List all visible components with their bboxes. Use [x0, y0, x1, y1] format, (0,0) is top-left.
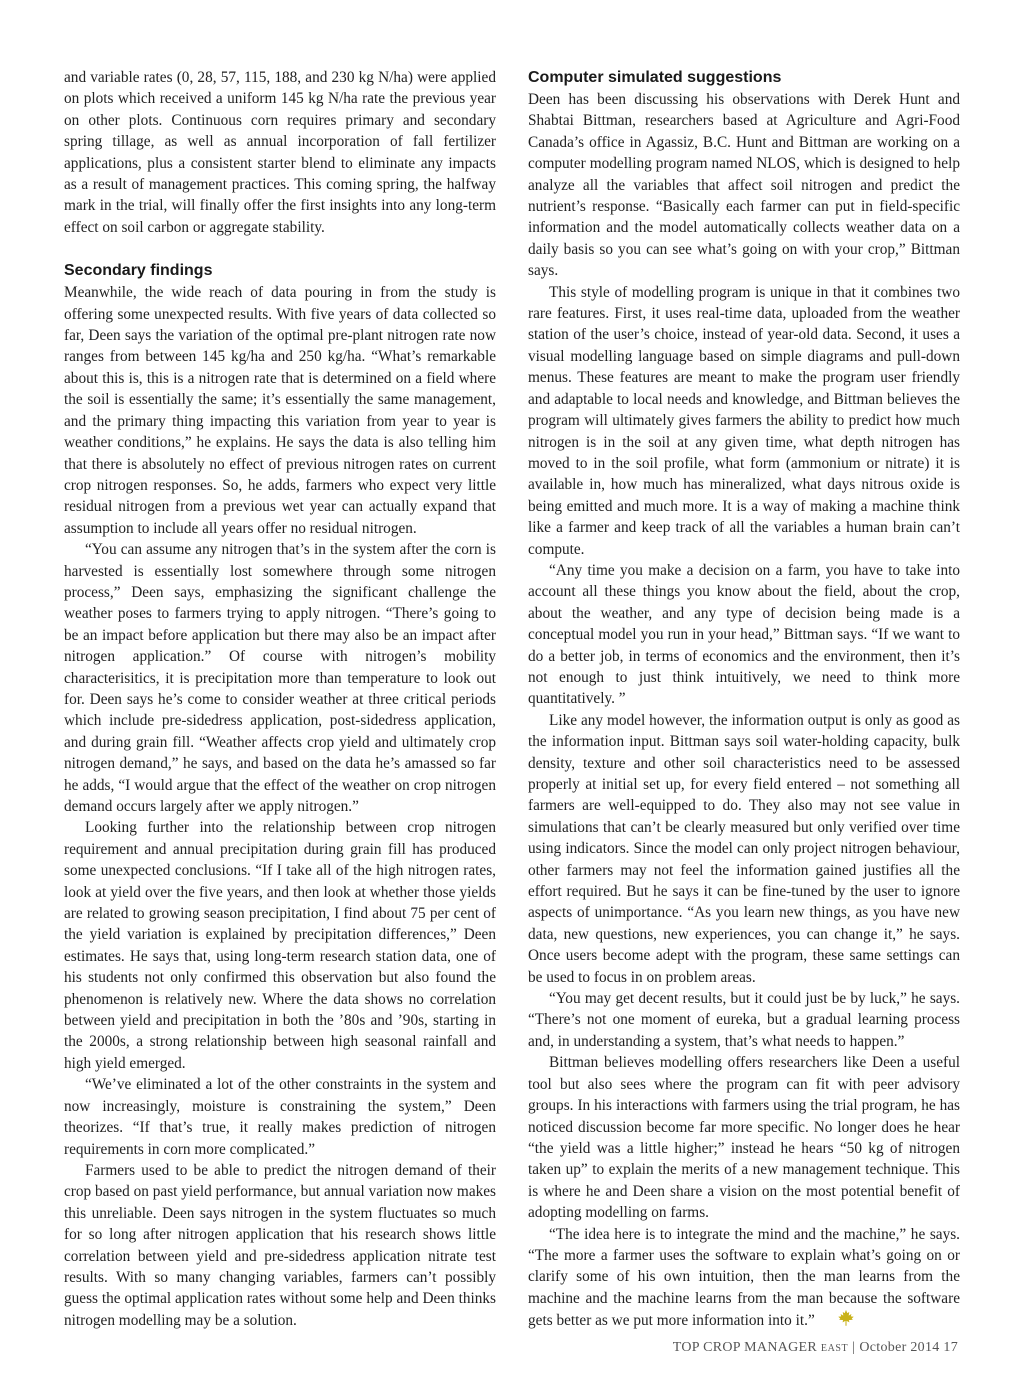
paragraph: Bittman believes modelling offers researchers like Deen a useful tool but also sees where the program can fit with peer advisory groups. In his interactions with farmers using the trial program, he has noticed discussion become far more specific. No longer does he hear “the yield was a little higher;” instead he hears “50 kg of nitrogen taken up” to explain the merits of a new management technique. This is where he and Deen share a vision on the most potential benefit of adopting modelling on farms. [528, 1054, 960, 1222]
paragraph: “We’ve eliminated a lot of the other constraints in the system and now increasingly, moisture is constraining the system,” Deen theorizes. “If that’s true, it really makes prediction of nitrogen requirements in corn more complicated.” [64, 1076, 496, 1158]
paragraph: Looking further into the relationship between crop nitrogen requirement and annual precipitation during grain fill has produced some unexpected conclusions. “If I take all of the high nitrogen rates, look at yield over the five years, and then look at whether those yields are related to growing season precipitation, I find about 75 per cent of the yield variation is explained by precipitation differences,” Deen estimates. He says that, using long-term research station data, one of his students not only confirmed this observation but also found the phenomenon is relatively new. Where the data shows no correlation between yield and precipitation in both the ’80s and ’90s, starting in the 2000s, a strong relationship between high seasonal rainfall and high yield emerged. [64, 819, 496, 1072]
final-paragraph-text: “The idea here is to integrate the mind and the machine,” he says. “The more a farmer uses the software to explain what’s going on or clarify some of his own intuition, then the man learns from the machine and the machine learns from the man because the software gets better as we put more information into it.” [528, 1225, 960, 1330]
paragraph: This style of modelling program is unique in that it combines two rare features. First, it uses real-time data, uploaded from the weather station of the user’s choice, instead of year-old data. Second, it uses a visual modelling language based on simple diagrams and pull-down menus. These features are meant to make the program user friendly and adaptable to local needs and knowledge, and Bittman believes the program will ultimately gives farmers the ability to predict how much nitrogen is in the soil at any given time, what depth nitrogen has moved to in the soil profile, what form (ammonium or nitrate) it is available in, how much has mineralized, what days nitrous oxide is being emitted and much more. It is a way of making a machine think like a farmer and keep track of all the variables a human brain can’t compute. [528, 283, 960, 558]
paragraph: Meanwhile, the wide reach of data pouring in from the study is offering some unexpected results. With five years of data collected so far, Deen says the variation of the optimal pre-plant nitrogen rate now ranges from between 145 kg/ha and 250 kg/ha. “What’s remarkable about this is, this is a nitrogen rate that is determined on a field where the soil is essentially the same; it’s essentially the same management, and the primary thing impacting this variation from year to year is weather conditions,” he explains. He says the data is also telling him that there is absolutely no effect of previous nitrogen rates on current crop nitrogen responses. So, he adds, farmers who expect very little residual nitrogen from a previous wet year can actually expand that assumption to include all years offer no residual nitrogen. [64, 284, 496, 537]
paragraph: “You may get decent results, but it could just be by luck,” he says. “There’s not one moment of eureka, but a gradual learning process and, in understanding a system, that’s what needs to happen.” [528, 990, 960, 1050]
right-column [528, 67, 960, 1334]
paragraph: “You can assume any nitrogen that’s in the system after the corn is harvested is essentially lost somewhere through some nitrogen process,” Deen says, emphasizing the significant challenge the weather poses to farmers trying to apply nitrogen. “There’s going to be an impact before application but there may also be an impact after nitrogen application.” Of course with nitrogen’s mobility characterisitics, it is precipitation more than temperature to look out for. Deen says he’s come to consider weather at three critical periods which include pre-sidedress application, post-sidedress application, and during grain fill. “Weather affects crop yield and ultimately crop nitrogen demand,” he says, and based on the data he’s amassed so far he adds, “I would argue that the effect of the weather on crop nitrogen demand occurs largely after we apply nitrogen.” [64, 541, 496, 815]
paragraph: Deen has been discussing his observations with Derek Hunt and Shabtai Bittman, researchers based at Agriculture and Agri-Food Canada’s office in Agassiz, B.C. Hunt and Bittman are working on a computer modelling program named NLOS, which is designed to help analyze all the variables that affect soil nitrogen and predict the nutrient’s response. “Basically each farmer can put in field-specific information and the model automatically collects weather data on a daily basis so you can see what’s going on with your crop,” Bittman says. [528, 91, 960, 280]
paragraph: and variable rates (0, 28, 57, 115, 188, and 230 kg N/ha) were applied on plots which received a uniform 145 kg N/ha rate the previous year on other plots. Continuous corn requires primary and secondary spring tillage, as well as annual incorporation of fall fertilizer applications, plus a consistent starter blend to eliminate any impacts as a result of management practices. This coming spring, the halfway mark in the trial, will finally offer the first insights into any long-term effect on soil carbon or aggregate stability. [64, 69, 496, 236]
page-number: 17 [943, 1340, 958, 1355]
left-column [64, 67, 496, 1331]
paragraph: Like any model however, the information output is only as good as the information input. Bittman says soil water-holding capacity, bulk density, texture and other soil characteristics need to be assessed properly at initial set up, for every field entered – not something all farmers are well-equipped to do. They also may not see value in simulations that can’t be clearly measured but only verified over time using indicators. Since the model can only project nitrogen behaviour, other farmers may not feel the information gained justifies all the effort required. But he says it can be fine-tuned by the user to ignore aspects of unimportance. “As you learn new things, as you have new data, new questions, new experiences, you can change it,” he says. Once users become adept with the program, these same settings can be used to focus in on problem areas. [528, 711, 960, 986]
page-footer [673, 1340, 958, 1356]
edition-label: EAST [820, 1343, 849, 1354]
final-paragraph [528, 1224, 960, 1334]
paragraph: “Any time you make a decision on a farm, you have to take into account all these things you know about the field, about the crop, about the weather, and any type of decision being made is a conceptual model you run in your head,” Bittman says. “If we want to do a better job, in terms of economics and the environment, then it’s not enough to just think intuitively, we need to think more quantitatively. ” [528, 561, 960, 708]
issue-date: October 2014 [859, 1340, 940, 1355]
section-heading-secondary-findings: Secondary findings [64, 262, 213, 280]
section-heading-computer-simulated-suggestions: Computer simulated suggestions [528, 69, 782, 86]
paragraph: Farmers used to be able to predict the nitrogen demand of their crop based on past yield performance, but annual variation now makes this unreliable. Deen says nitrogen in the system fluctuates so much for so long after nitrogen application that his research shows little correlation between yield and pre-sidedress application nitrate test results. With so many changing variables, farmers can’t possibly guess the optimal application rates without some help and Deen thinks nitrogen modelling may be a solution. [64, 1161, 496, 1329]
footer-separator: | [852, 1340, 856, 1355]
maple-leaf-icon [816, 1309, 855, 1333]
magazine-name: TOP CROP MANAGER [672, 1340, 818, 1355]
